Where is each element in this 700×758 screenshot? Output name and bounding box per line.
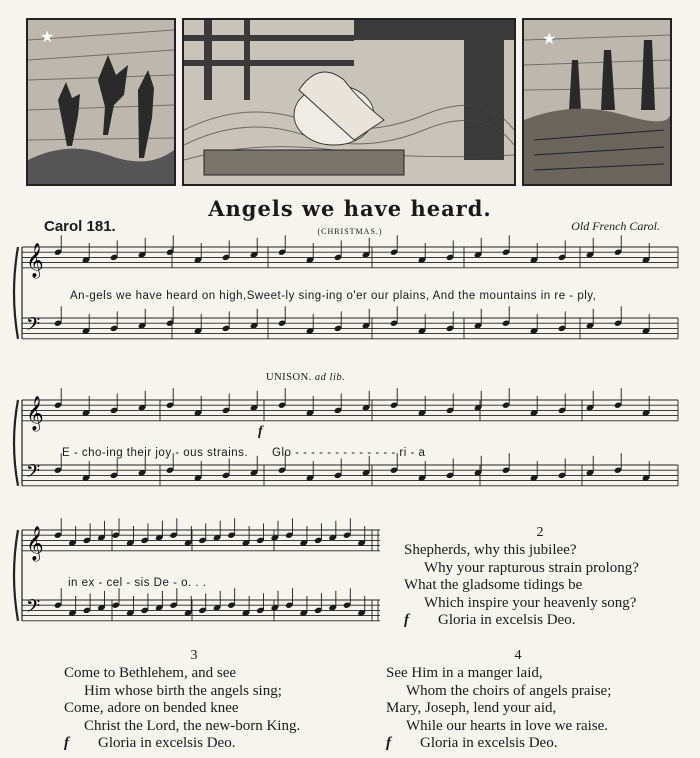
system-2-brace xyxy=(14,400,18,486)
verse-3-line-3: Come, adore on bended knee xyxy=(64,700,239,716)
lyrics-system-1: An-gels we have heard on high,Sweet-ly sing-ing o'er our plains, And the mountains in re - ply, xyxy=(70,290,597,302)
verse-4 xyxy=(386,665,611,753)
verse-2-line-1: Shepherds, why this jubilee? xyxy=(404,542,577,558)
system-3-treble-clef: 𝄞 xyxy=(26,525,44,561)
verse-4-line-3: Mary, Joseph, lend your aid, xyxy=(386,700,557,716)
hymn-subtitle: (CHRISTMAS.) xyxy=(317,227,383,236)
system-2-treble-clef: 𝄞 xyxy=(26,395,44,431)
verse-3-line-1: Come to Bethlehem, and see xyxy=(64,665,237,681)
verse-4-number: 4 xyxy=(514,648,522,663)
verse-3-forte: f xyxy=(64,735,69,751)
unison-label: UNISON. xyxy=(266,372,312,383)
lyrics-system-2a: E - cho-ing their joy - ous strains. xyxy=(62,447,249,459)
system-2-bass-clef: 𝄢 xyxy=(26,461,41,487)
verse-3 xyxy=(64,665,300,753)
hymn-source: Old French Carol. xyxy=(571,219,660,233)
verse-4-line-1: See Him in a manger laid, xyxy=(386,665,543,681)
verse-2-line-2: Why your rapturous strain prolong? xyxy=(424,559,639,576)
verse-2-forte: f xyxy=(404,612,409,628)
verse-2-line-4: Which inspire your heavenly song? xyxy=(424,594,637,611)
verse-3-line-2: Him whose birth the angels sing; xyxy=(84,682,282,699)
verse-2 xyxy=(404,542,639,630)
svg-text:★: ★ xyxy=(542,29,557,48)
verse-3-line-4: Christ the Lord, the new-born King. xyxy=(84,717,301,734)
system-1-treble-clef: 𝄞 xyxy=(26,242,44,278)
system-1-bass-clef: 𝄢 xyxy=(26,314,41,340)
system-1-brace xyxy=(14,247,18,339)
hymn-title: Angels we have heard. xyxy=(208,196,492,221)
system-3-bass-clef: 𝄢 xyxy=(26,596,41,622)
verse-4-refrain: Gloria in excelsis Deo. xyxy=(420,735,558,751)
carol-number: Carol 181. xyxy=(44,218,116,235)
system-3-brace xyxy=(14,530,18,621)
verse-4-line-4: While our hearts in love we raise. xyxy=(406,717,609,734)
verse-2-line-3: What the gladsome tidings be xyxy=(404,577,583,593)
verse-3-refrain: Gloria in excelsis Deo. xyxy=(98,735,236,751)
lyrics-system-2b: Glo - - - - - - - - - - - - - ri - a xyxy=(272,447,426,459)
unison-direction: ad lib. xyxy=(314,372,346,383)
verse-4-line-2: Whom the choirs of angels praise; xyxy=(406,682,612,699)
verse-3-number: 3 xyxy=(190,648,198,663)
verse-4-forte: f xyxy=(386,735,391,751)
verse-2-refrain: Gloria in excelsis Deo. xyxy=(438,612,576,628)
unison-marking xyxy=(266,372,345,383)
forte-mark-1: f xyxy=(258,424,263,439)
lyrics-system-3: in ex - cel - sis De - o. . . xyxy=(68,577,207,589)
verse-2-number: 2 xyxy=(536,525,544,540)
svg-text:★: ★ xyxy=(40,27,55,46)
